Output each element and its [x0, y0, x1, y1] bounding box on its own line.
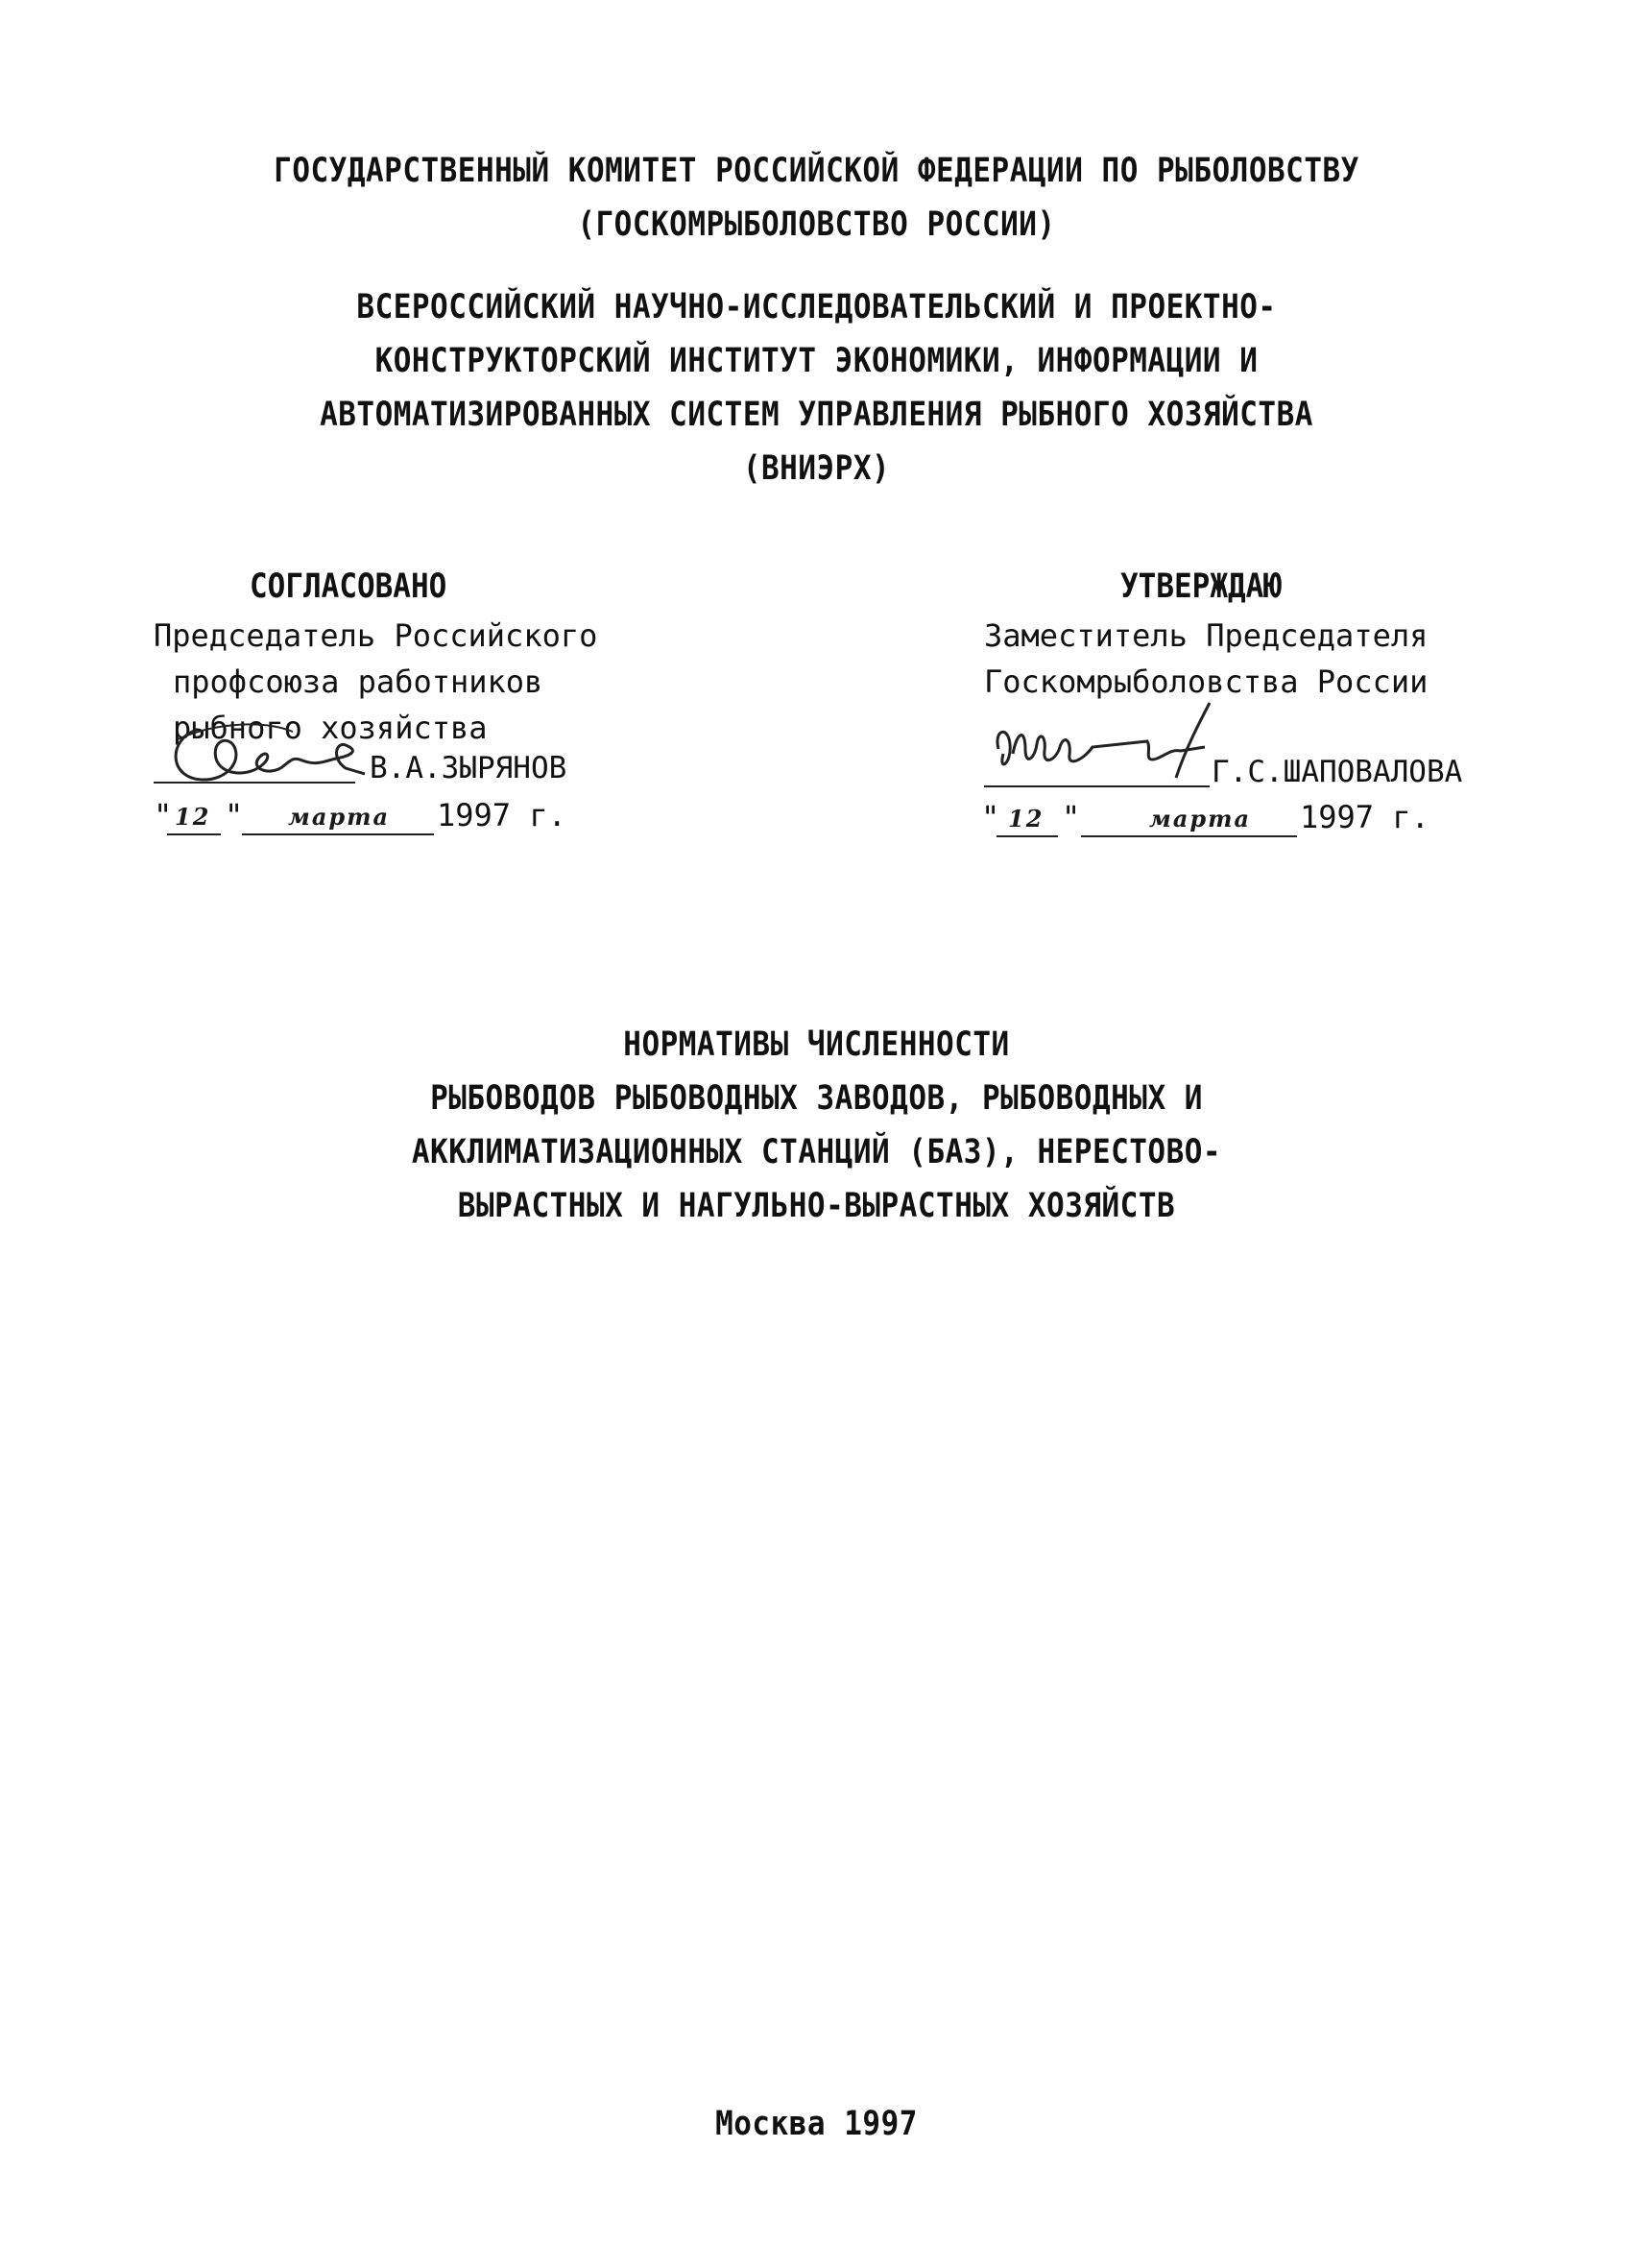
- title-line: ВЫРАСТНЫХ И НАГУЛЬНО-ВЫРАСТНЫХ ХОЗЯЙСТВ: [457, 1186, 1176, 1226]
- position-line: Председатель Российского: [154, 617, 598, 654]
- date-right-day: 12: [1008, 805, 1045, 832]
- date-quote: ": [981, 799, 1000, 835]
- position-line: рыбного хозяйства: [173, 710, 488, 746]
- date-month-line: [1081, 835, 1297, 837]
- date-right: [981, 799, 1480, 847]
- title-line: НОРМАТИВЫ ЧИСЛЕННОСТИ: [623, 1025, 1010, 1065]
- date-left-month: марта: [288, 803, 391, 831]
- approval-right-block: [984, 561, 1428, 705]
- date-quote: ": [225, 797, 244, 833]
- committee-header: [0, 144, 1633, 252]
- institute-line: КОНСТРУКТОРСКИЙ ИНСТИТУТ ЭКОНОМИКИ, ИНФОРМАЦИИ И: [374, 341, 1259, 381]
- date-left: [154, 797, 605, 845]
- institute-line: ВСЕРОССИЙСКИЙ НАУЧНО-ИССЛЕДОВАТЕЛЬСКИЙ И ПРОЕКТНО-: [356, 287, 1277, 327]
- institute-header: [0, 280, 1633, 495]
- date-left-year: 1997 г.: [437, 797, 566, 833]
- committee-line: ГОСУДАРСТВЕННЫЙ КОМИТЕТ РОССИЙСКОЙ ФЕДЕРАЦИИ ПО РЫБОЛОВСТВУ: [274, 151, 1359, 191]
- date-month-line: [242, 833, 434, 835]
- institute-line: (ВНИЭРХ): [742, 448, 891, 489]
- signer-left-name: В.А.ЗЫРЯНОВ: [370, 751, 567, 785]
- signer-right-name: Г.С.ШАПОВАЛОВА: [1212, 755, 1463, 789]
- date-right-year: 1997 г.: [1300, 799, 1429, 835]
- committee-line: (ГОСКОМРЫБОЛОВСТВО РОССИИ): [577, 205, 1056, 245]
- date-quote: ": [1062, 799, 1081, 835]
- document-title: [0, 1018, 1633, 1233]
- institute-line: АВТОМАТИЗИРОВАННЫХ СИСТЕМ УПРАВЛЕНИЯ РЫБНОГО ХОЗЯЙСТВА: [320, 395, 1313, 435]
- title-line: РЫБОВОДОВ РЫБОВОДНЫХ ЗАВОДОВ, РЫБОВОДНЫХ И: [430, 1078, 1203, 1119]
- signature-line-right: [984, 785, 1210, 787]
- place-year: Москва 1997: [715, 2104, 918, 2144]
- date-quote: ": [154, 797, 173, 833]
- position-line: Заместитель Председателя: [984, 617, 1429, 654]
- approval-right-label: УТВЕРЖДАЮ: [1120, 567, 1282, 607]
- place-year-footer: [0, 2097, 1633, 2151]
- date-day-line: [167, 833, 221, 835]
- date-right-month: марта: [1149, 805, 1252, 832]
- signature-line-left: [154, 782, 355, 784]
- approval-left-label: СОГЛАСОВАНО: [250, 567, 447, 607]
- position-line: профсоюза работников: [173, 664, 543, 700]
- date-day-line: [997, 835, 1058, 837]
- date-left-day: 12: [175, 803, 211, 831]
- title-line: АККЛИМАТИЗАЦИОННЫХ СТАНЦИЙ (БАЗ), НЕРЕСТОВО-: [411, 1132, 1222, 1172]
- position-line: Госкомрыболовства России: [984, 664, 1429, 700]
